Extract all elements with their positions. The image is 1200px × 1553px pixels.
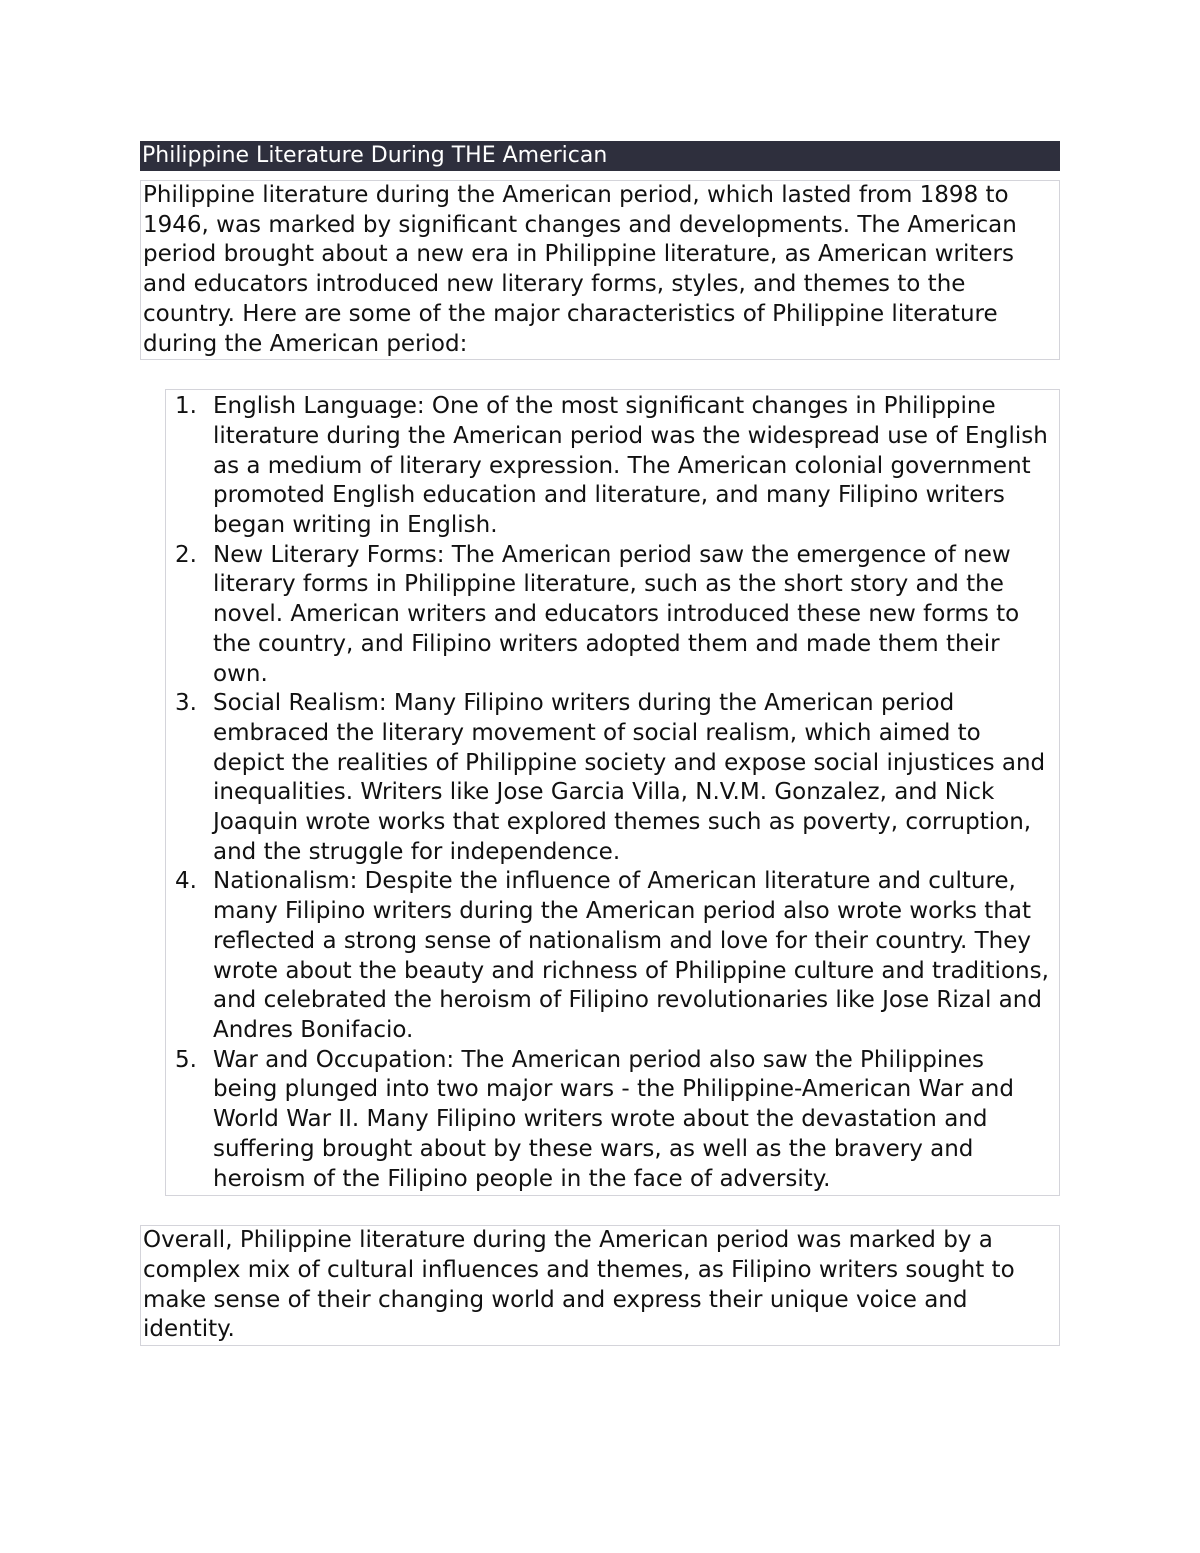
document-page <box>140 141 1060 1346</box>
list-item <box>166 392 1055 541</box>
list-item-number: 2. <box>175 541 197 568</box>
list-item <box>166 541 1055 690</box>
list-item <box>166 1046 1055 1195</box>
list-item-number: 5. <box>175 1046 197 1073</box>
list-item <box>166 867 1055 1045</box>
list-item-text: War and Occupation: The American period also saw the Philippines being plunged into two major wars - the Philippine-American War and World War II. Many Filipino writers wrote about the devastation and suffering brought about by these wars, as well as the bravery and heroism of the Filipino people in the face of adversity. <box>213 1046 1014 1192</box>
document-title: Philippine Literature During THE American <box>140 141 1060 171</box>
list-item <box>166 689 1055 867</box>
conclusion-paragraph: Overall, Philippine literature during the American period was marked by a complex mix of cultural influences and themes, as Filipino writers sought to make sense of their changing world and express their unique voice and identity. <box>140 1225 1060 1346</box>
list-item-text: New Literary Forms: The American period saw the emergence of new literary forms in Philippine literature, such as the short story and the novel. American writers and educators introduced these new forms to the country, and Filipino writers adopted them and made them their own. <box>213 541 1020 687</box>
list-item-number: 1. <box>175 393 197 420</box>
characteristics-list-box <box>165 389 1060 1196</box>
intro-paragraph: Philippine literature during the American period, which lasted from 1898 to 1946, was marked by significant changes and developments. The American period brought about a new era in Philippine literature, as American writers and educators introduced new literary forms, styles, and themes to the country. Here are some of the major characteristics of Philippine literature during the American period: <box>140 180 1060 360</box>
list-item-number: 3. <box>175 690 197 717</box>
list-item-number: 4. <box>175 868 197 895</box>
characteristics-list <box>166 392 1055 1194</box>
list-item-text: English Language: One of the most significant changes in Philippine literature during the American period was the widespread use of English as a medium of literary expression. The American colonial government promoted English education and literature, and many Filipino writers began writing in English. <box>213 393 1048 539</box>
list-item-text: Nationalism: Despite the influence of American literature and culture, many Filipino writers during the American period also wrote works that reflected a strong sense of nationalism and love for their country. They wrote about the beauty and richness of Philippine culture and traditions, and celebrated the heroism of Filipino revolutionaries like Jose Rizal and Andres Bonifacio. <box>213 868 1049 1043</box>
list-item-text: Social Realism: Many Filipino writers during the American period embraced the literary movement of social realism, which aimed to depict the realities of Philippine society and expose social injustices and inequalities. Writers like Jose Garcia Villa, N.V.M. Gonzalez, and Nick Joaquin wrote works that explored themes such as poverty, corruption, and the struggle for independence. <box>213 690 1046 865</box>
